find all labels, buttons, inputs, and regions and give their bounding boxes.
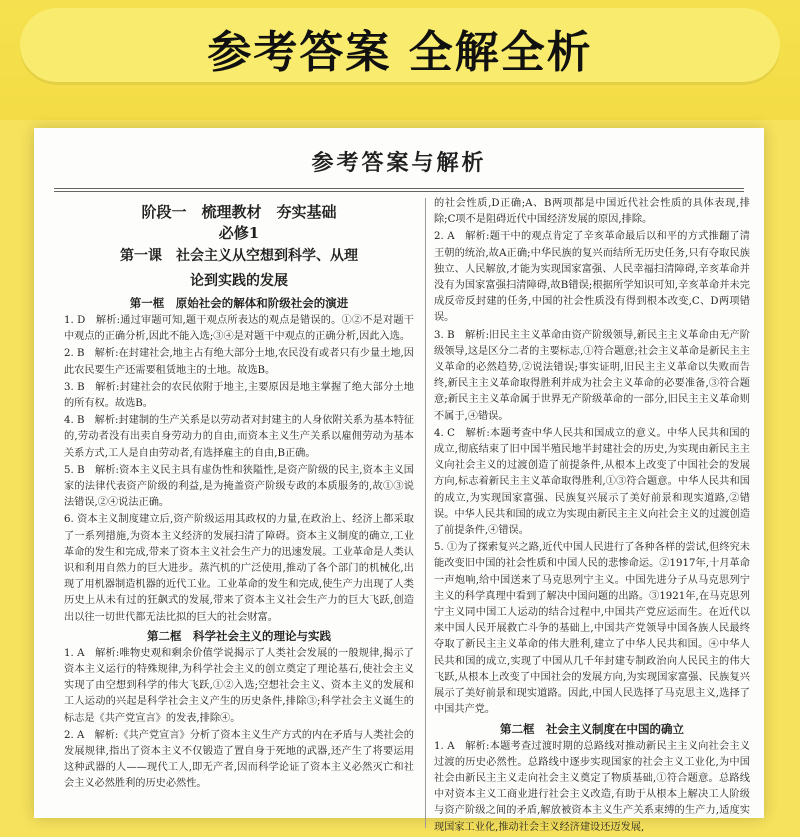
answer-document bbox=[34, 128, 764, 833]
banner-title: 参考答案 全解全析 bbox=[207, 27, 593, 78]
top-banner bbox=[0, 0, 800, 120]
document-title: 参考答案与解析 bbox=[311, 150, 487, 176]
title-rule bbox=[54, 188, 744, 192]
left-column bbox=[64, 196, 414, 794]
answer-item: 3. B 解析:旧民主主义革命由资产阶级领导,新民主主义革命由无产阶级领导,这是区分二者的主要标志,①符合题意;社会主义革命是新民主主义革命的必然趋势,②说法错误;事实证明,旧民主主义革命以失败而告终,新民主主义革命取得胜利并成为社会主义革命的必要准备,③符合题意;新民主主义革命属于世界无产阶级革命的一部分,旧民主主义革命则不属于,④错误。 bbox=[434, 329, 750, 422]
answer-item: 3. B 解析:封建社会的农民依附于地主,主要原因是地主掌握了绝大部分土地的所有权。故选B。 bbox=[64, 381, 414, 410]
answer-item: 1. D 解析:通过审题可知,题干观点所表达的观点是错误的。①②不是对题干中观点的正确分析,因此不能入选;③④是对题干中观点的正确分析,因此入选。 bbox=[64, 315, 414, 343]
column-divider bbox=[425, 198, 426, 828]
book-heading: 必修1 bbox=[218, 224, 260, 242]
answer-item: 1. A 解析:本题考查过渡时期的总路线对推动新民主主义向社会主义过渡的历史必然性。总路线中逐步实现国家的社会主义工业化,为中国社会由新民主主义走向社会主义奠定了物质基础,①符合题意。总路线中对资本主义工商业进行社会主义改造,有助于从根本上解决工人阶级与资产阶级之间的矛盾,解放被资本主义生产关系束缚的生产力,适度实现国家工业化,推动社会主义经济建设还迈发展, bbox=[434, 740, 750, 833]
answer-item: 2. B 解析:在封建社会,地主占有绝大部分土地,农民没有或者只有少量土地,因此农民要生产还需要租赁地主的土地。故选B。 bbox=[64, 348, 414, 376]
answer-item: 6. 资本主义制度建立后,资产阶级运用其政权的力量,在政治上、经济上都采取了一系列措施,为资本主义经济的发展扫清了障碍。资本主义制度的确立,工业革命的发生和完成,带来了资本主义社会生产力的迅速发展。工业革命是人类认识和利用自然力的巨大进步。蒸汽机的广泛使用,推动了各个部门的机械化,出现了用机器制造机器的近代工业。工业革命的发生和完成,使生产力出现了人类历史上从未有过的狂飙式的发展,带来了资本主义社会生产力的巨大飞跃,创造出以往一切世代都无法比拟的巨大的社会财富。 bbox=[64, 514, 414, 623]
section-heading: 第二框 社会主义制度在中国的确立 bbox=[500, 721, 684, 736]
answer-item: 2. A 解析:题干中的观点肯定了辛亥革命最后以和平的方式推翻了清王朝的统治,故A正确;中华民族的复兴而结所无历史任务,只有夺取民族独立、人民解放,才能为实现国家富强、人民幸福扫清障碍,辛亥革命并没有为国家富强扫清障碍,故B错误;根据所学知识可知,辛亥革命并未完成反帝反封建的任务,中国的社会性质没有得到根本改变,C、D两项错误。 bbox=[434, 231, 750, 324]
section-heading: 第二框 科学社会主义的理论与实践 bbox=[147, 628, 331, 643]
right-column bbox=[434, 196, 750, 837]
answer-item: 2. A 解析:《共产党宣言》分析了资本主义生产方式的内在矛盾与人类社会的发展规律,指出了资本主义不仅锻造了置自身于死地的武器,还产生了将要运用这种武器的人——现代工人,即无产者,因而科学论证了资本主义必然灭亡和社会主义必然胜利的历史必然性。 bbox=[64, 729, 414, 790]
lesson-heading-line2: 论到实践的发展 bbox=[190, 273, 288, 289]
answer-item: 的社会性质,D正确;A、B两项都是中国近代社会性质的具体表现,排除;C项不是阻碍近代中国经济发展的原因,排除。 bbox=[434, 198, 750, 226]
answer-item: 5. B 解析:资本主义民主具有虚伪性和狭隘性,是资产阶级的民主,资本主义国家的法律代表资产阶级的利益,是为掩盖资产阶级专政的本质服务的,故①③说法错误,②④说法正确。 bbox=[64, 464, 414, 509]
answer-item: 1. A 解析:唯物史观和剩余价值学说揭示了人类社会发展的一般规律,揭示了资本主义运行的特殊规律,为科学社会主义的创立奠定了理论基石,使社会主义实现了由空想到科学的伟大飞跃,①②入选;空想社会主义、资本主义的发展和工人运动的兴起是科学社会主义产生的历史条件,排除③;科学社会主义诞生的标志是《共产党宣言》的发表,排除④。 bbox=[64, 647, 414, 724]
answer-item: 4. C 解析:本题考查中华人民共和国成立的意义。中华人民共和国的成立,彻底结束了旧中国半殖民地半封建社会的历史,为实现由新民主主义向社会主义的过渡创造了前提条件,从根本上改变了中国社会的发展方向,标志着新民主主义革命取得胜利,①③符合题意。中华人民共和国的成立,为实现国家富强、民族复兴展示了美好前景和现实道路,②错误。中华人民共和国的成立为实现由新民主主义向社会主义的过渡创造了前提条件,④错误。 bbox=[434, 427, 750, 537]
section-heading: 第一框 原始社会的解体和阶级社会的演进 bbox=[129, 296, 349, 310]
answer-item: 4. B 解析:封建制的生产关系是以劳动者对封建主的人身依附关系为基本特征的,劳动者没有出卖自身劳动力的自由,而资本主义生产关系以雇佣劳动为基本关系方式,工人是自由劳动者,有选择雇主的自由,B正确。 bbox=[64, 415, 414, 459]
stage-heading: 阶段一 梳理教材 夯实基础 bbox=[141, 203, 337, 221]
lesson-heading-line1: 第一课 社会主义从空想到科学、从理 bbox=[120, 248, 358, 264]
answer-item: 5. ①为了探索复兴之路,近代中国人民进行了各种各样的尝试,但终究未能改变旧中国的社会性质和中国人民的悲惨命运。②1917年,十月革命一声炮响,给中国送来了马克思列宁主义。中国先进分子从马克思列宁主义的科学真理中看到了解决中国问题的出路。③1921年,在马克思列宁主义同中国工人运动的结合过程中,中国共产党应运而生。在近代以来中国人民开展救亡斗争的基础上,中国共产党领导中国各族人民最终夺取了新民主主义革命的伟大胜利,建立了中华人民共和国。④中华人民共和国的成立,实现了中国从几千年封建专制政治向人民民主的伟大飞跃,从根本上改变了中国社会的发展方向,为实现国家富强、民族复兴展示了美好前景和现实道路。因此,中国人民选择了马克思主义,选择了中国共产党。 bbox=[434, 542, 750, 716]
